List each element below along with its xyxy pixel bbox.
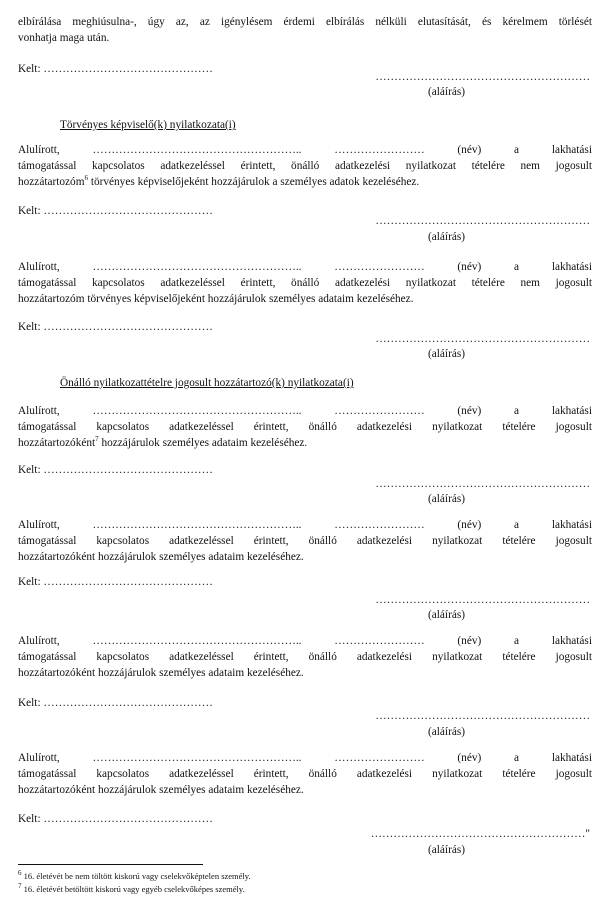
alulirott-label: Alulírott,	[18, 519, 60, 531]
name-dots: ……………………	[334, 635, 425, 647]
statement-line-2: támogatással kapcsolatos adatkezeléssel érintett, önálló adatkezelési nyilatkozat tételére jogosult	[18, 535, 592, 547]
footnote-6	[18, 871, 251, 882]
statement-line-3: hozzátartozóként hozzájárulok személyes adataim kezeléséhez.	[18, 784, 304, 796]
kelt-line: Kelt: ………………………………………	[18, 321, 213, 333]
nev-label: (név)	[457, 635, 482, 647]
statement-line-1	[18, 517, 592, 533]
statement-line-1	[18, 142, 592, 158]
name-dots: ……………………	[334, 405, 425, 417]
a-label: a	[514, 261, 520, 273]
section-heading-legal-representative: Törvényes képviselő(k) nyilatkozata(i)	[60, 119, 236, 131]
footnote-7	[18, 884, 245, 895]
statement-line-3	[18, 435, 592, 451]
name-dots: ……………………	[334, 261, 425, 273]
lakhatasi-label: lakhatási	[551, 635, 592, 647]
signature-label: (aláírás)	[428, 493, 466, 505]
statement-line-1	[18, 633, 592, 649]
intro-line-2: vonhatja maga után.	[18, 32, 110, 44]
a-label: a	[514, 752, 520, 764]
statement-text: hozzájárulok személyes adataim kezeléséhez.	[98, 437, 308, 449]
statement-line-2: támogatással kapcsolatos adatkezeléssel érintett, önálló adatkezelési nyilatkozat tételére nem jogosult	[18, 277, 592, 289]
statement-text: hozzátartozóm	[18, 176, 85, 188]
signature-label: (aláírás)	[428, 726, 466, 738]
lakhatasi-label: lakhatási	[551, 144, 592, 156]
statement-line-2: támogatással kapcsolatos adatkezeléssel érintett, önálló adatkezelési nyilatkozat tételére nem jogosult	[18, 160, 592, 172]
footnote-ref: 6	[84, 174, 88, 183]
footnote-text: 16. életévét be nem töltött kiskorú vagy cselekvőképtelen személy.	[21, 871, 251, 881]
name-dots: ………………………………………………..	[92, 261, 302, 273]
name-dots: ……………………	[334, 144, 425, 156]
name-dots: ……………………	[334, 519, 425, 531]
lakhatasi-label: lakhatási	[551, 752, 592, 764]
nev-label: (név)	[457, 405, 482, 417]
statement-line-1	[18, 403, 592, 419]
statement-line-3	[18, 174, 592, 190]
signature-dots: …………………………………………………	[375, 710, 590, 722]
signature-dots: …………………………………………………	[375, 333, 590, 345]
name-dots: ………………………………………………..	[92, 405, 302, 417]
kelt-line: Kelt: ………………………………………	[18, 813, 213, 825]
footnote-number: 7	[18, 882, 22, 891]
kelt-line: Kelt: ………………………………………	[18, 697, 213, 709]
kelt-line: Kelt: ………………………………………	[18, 464, 213, 476]
a-label: a	[514, 144, 520, 156]
statement-text: hozzátartozóként	[18, 437, 96, 449]
statement-text: törvényes képviselőjeként hozzájárulok a személyes adatok kezeléséhez.	[88, 176, 420, 188]
nev-label: (név)	[457, 752, 482, 764]
signature-dots: …………………………………………………	[375, 215, 590, 227]
lakhatasi-label: lakhatási	[551, 405, 592, 417]
name-dots: ………………………………………………..	[92, 752, 302, 764]
section-heading-independent-relatives: Önálló nyilatkozattételre jogosult hozzátartozó(k) nyilatkozata(i)	[60, 377, 354, 389]
nev-label: (név)	[457, 261, 482, 273]
statement-line-2: támogatással kapcsolatos adatkezeléssel érintett, önálló adatkezelési nyilatkozat tételére jogosult	[18, 651, 592, 663]
alulirott-label: Alulírott,	[18, 635, 60, 647]
statement-line-3: hozzátartozóként hozzájárulok személyes adataim kezeléséhez.	[18, 667, 304, 679]
lakhatasi-label: lakhatási	[551, 519, 592, 531]
name-dots: ………………………………………………..	[92, 144, 302, 156]
footnote-text: 16. életévét betöltött kiskorú vagy egyéb cselekvőképes személy.	[21, 884, 245, 894]
statement-line-1	[18, 259, 592, 275]
signature-dots: …………………………………………………	[375, 71, 590, 83]
signature-label: (aláírás)	[428, 609, 466, 621]
alulirott-label: Alulírott,	[18, 144, 60, 156]
a-label: a	[514, 519, 520, 531]
signature-label: (aláírás)	[428, 844, 466, 856]
alulirott-label: Alulírott,	[18, 405, 60, 417]
footnote-number: 6	[18, 869, 22, 878]
signature-dots: …………………………………………………	[375, 478, 590, 490]
signature-label: (aláírás)	[428, 348, 466, 360]
signature-dots: …………………………………………………"	[370, 828, 590, 840]
statement-line-2: támogatással kapcsolatos adatkezeléssel érintett, önálló adatkezelési nyilatkozat tételére jogosult	[18, 768, 592, 780]
statement-line-3: hozzátartozóként hozzájárulok személyes adataim kezeléséhez.	[18, 551, 304, 563]
a-label: a	[514, 405, 520, 417]
name-dots: ……………………	[334, 752, 425, 764]
footnote-divider	[18, 864, 203, 865]
name-dots: ………………………………………………..	[92, 635, 302, 647]
footnote-ref: 7	[95, 435, 99, 444]
nev-label: (név)	[457, 519, 482, 531]
statement-line-3: hozzátartozóm törvényes képviselőjeként hozzájárulok személyes adataim kezeléséhez.	[18, 293, 414, 305]
statement-line-1	[18, 750, 592, 766]
document-page	[18, 0, 592, 905]
lakhatasi-label: lakhatási	[551, 261, 592, 273]
signature-dots: …………………………………………………	[375, 594, 590, 606]
statement-line-2: támogatással kapcsolatos adatkezeléssel érintett, önálló adatkezelési nyilatkozat tételére jogosult	[18, 421, 592, 433]
kelt-line: Kelt: ………………………………………	[18, 205, 213, 217]
name-dots: ………………………………………………..	[92, 519, 302, 531]
signature-label: (aláírás)	[428, 86, 466, 98]
intro-line-1: elbírálása meghiúsulna-, úgy az, az igénylésem érdemi elbírálás nélküli elutasítását, és kérelmem törlését	[18, 16, 592, 28]
alulirott-label: Alulírott,	[18, 261, 60, 273]
kelt-line: Kelt: ………………………………………	[18, 576, 213, 588]
a-label: a	[514, 635, 520, 647]
kelt-line: Kelt: ………………………………………	[18, 63, 213, 75]
nev-label: (név)	[457, 144, 482, 156]
signature-label: (aláírás)	[428, 231, 466, 243]
alulirott-label: Alulírott,	[18, 752, 60, 764]
